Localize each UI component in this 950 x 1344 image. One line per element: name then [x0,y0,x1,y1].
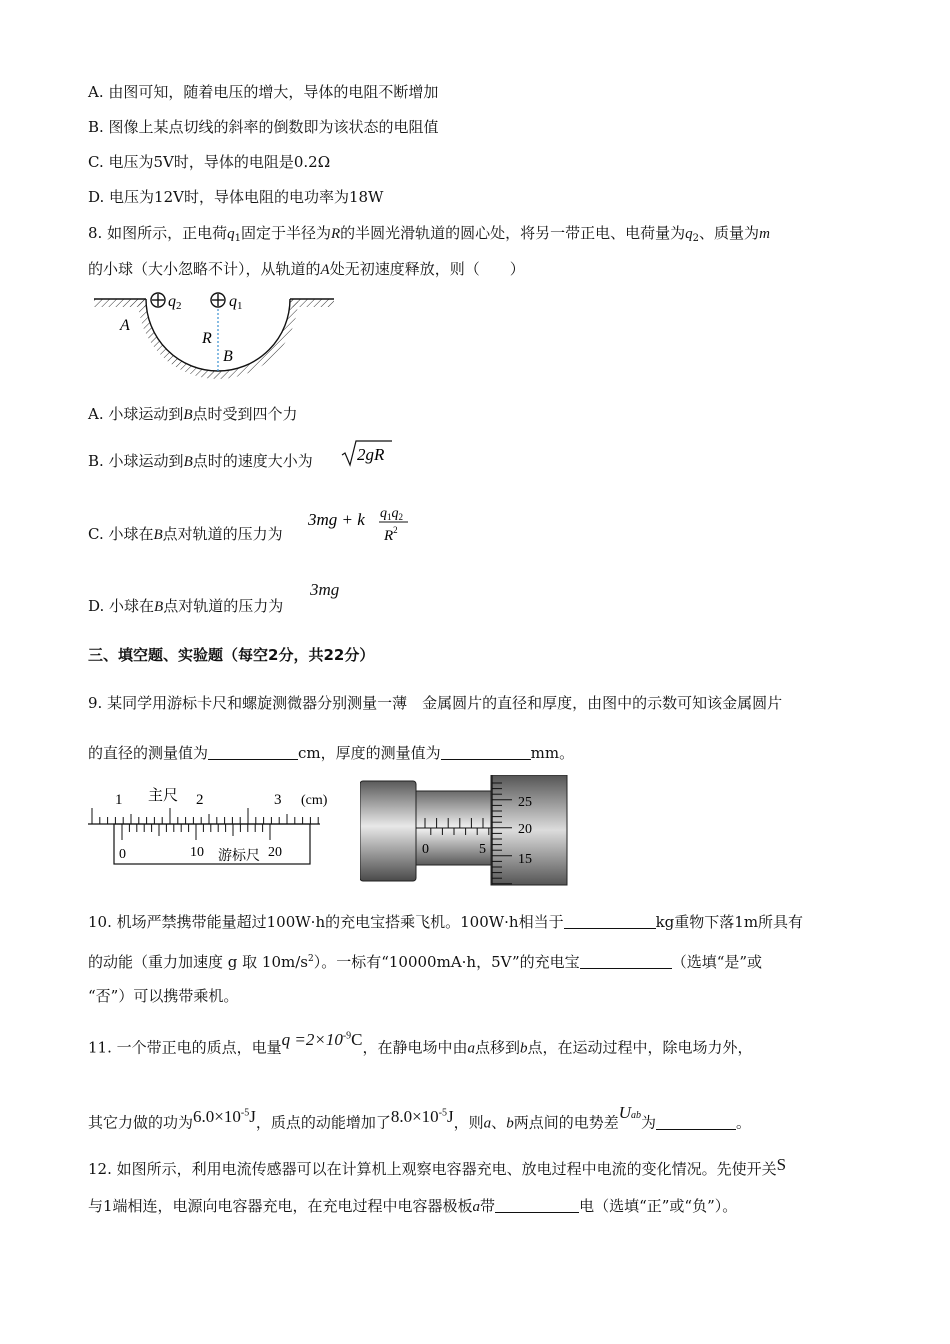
q12-blank-charge-sign[interactable] [495,1198,579,1213]
main-scale-3: 3 [274,792,282,808]
formula-c-denominator: $R^2$ [384,525,398,544]
q12-stem-line2: 与1端相连，电源向电容器充电，在充电过程中电容器极板a带 电（选填“正”或“负”）。 [88,1197,738,1215]
q8-option-b: B. 小球运动到B点时的速度大小为 [88,452,313,470]
main-scale-label: 主尺 [148,788,179,804]
q7-option-c: C. 电压为5V时，导体的电阻是0.2Ω [88,153,331,171]
work-value: $6.0\times 10^{-5}J$ [193,1106,256,1126]
q9-stem-line1: 9. 某同学用游标卡尺和螺旋测微器分别测量一薄 金属圆片的直径和厚度，由图中的示数可知该金属圆片 [88,694,783,712]
thimble-25: 25 [518,795,532,810]
charge-value: $q =2\times 10^{-9}C$ [281,1029,363,1049]
q7-option-b: B. 图像上某点切线的斜率的倒数即为该状态的电阻值 [88,118,439,136]
potential-difference-symbol: Uab [618,1102,641,1122]
q10-blank-mass[interactable] [564,914,656,929]
q7-option-a: A. 由图可知，随着电压的增大，导体的电阻不断增加 [88,83,439,101]
charge-q1-icon [211,293,225,307]
q9-blank-diameter[interactable] [208,745,298,760]
sleeve-5: 5 [479,842,486,857]
fig-label-r: R [202,330,212,347]
sqrt-2gR-text: 2gR [357,445,385,464]
q8-option-c: C. 小球在B点对轨道的压力为 [88,525,283,543]
vernier-scale-label: 游标尺 [218,849,260,864]
charge-q2-icon [151,293,165,307]
vernier-10: 10 [190,845,204,860]
q9-blank-thickness[interactable] [441,745,531,760]
vernier-caliper-figure [88,782,338,867]
q10-blank-yesno[interactable] [580,954,672,969]
q11-blank-uab[interactable] [656,1115,736,1130]
q12-stem-line1: 12. 如图所示，利用电流传感器可以在计算机上观察电容器充电、放电过程中电流的变化情况。先使开关S [88,1155,787,1178]
kinetic-energy-value: $8.0\times 10^{-5}J$ [390,1106,454,1126]
q8-option-d: D. 小球在B点对轨道的压力为 [88,597,284,615]
unit-cm: (cm) [301,793,328,808]
q10-stem-line3: “否”）可以携带乘机。 [88,987,239,1005]
q9-stem-line2: 的直径的测量值为 cm，厚度的测量值为 mm。 [88,744,575,762]
q10-stem-line1: 10. 机场严禁携带能量超过100W·h的充电宝搭乘飞机。100W·h相当于 kg重物下落1m所具有 [88,913,804,931]
q8-stem-line1: 8. 如图所示，正电荷$q_1$固定于半径为R的半圆光滑轨道的圆心处，将另一带正电、电荷量为$q_2$、质量为m [88,224,770,244]
fig-label-q2: q2 [168,293,182,312]
thimble-15: 15 [518,852,532,867]
q11-stem-line2: 其它力做的功为$6.0\times 10^{-5}J$，质点的动能增加了$8.0\times 10^{-5}J$，则a、b两点间的电势差Uab为 。 [88,1102,752,1132]
main-scale-2: 2 [196,792,204,808]
q8-stem-line2: 的小球（大小忽略不计），从轨道的A处无初速度释放，则（ ） [88,260,525,278]
q8-option-a: A. 小球运动到B点时受到四个力 [88,405,298,423]
q7-option-d: D. 电压为12V时，导体电阻的电功率为18W [88,188,384,206]
pressure-formula-c [308,502,418,548]
vernier-20: 20 [268,845,282,860]
vernier-0: 0 [119,847,126,862]
sqrt-2gR [341,439,393,467]
fig-label-a: A [120,317,130,334]
section-title: 三、填空题、实验题（每空2分，共22分） [88,646,375,664]
fig-label-q1: q1 [229,293,243,312]
formula-3mg: 3mg [310,580,340,599]
main-scale-ticks [92,808,318,824]
fig-label-b: B [223,348,233,365]
q11-stem-line1: 11. 一个带正电的质点，电量$q =2\times 10^{-9}C$，在静电场中由a点移到b点，在运动过程中，除电场力外， [88,1029,753,1057]
sleeve-0: 0 [422,842,429,857]
thimble-20: 20 [518,822,532,837]
q10-stem-line2: 的动能（重力加速度 g 取 $10m/s^2$）。一标有“10000mA·h，5V”的充电宝 （选填“是”或 [88,953,763,971]
micrometer-figure [360,775,570,887]
vernier-scale-ticks [122,824,270,840]
main-scale-1: 1 [115,792,123,808]
semicircle-track-figure [88,285,338,385]
formula-c-lead: 3mg + k [308,510,365,529]
formula-c-numerator: $q_1q_2$ [380,506,403,522]
